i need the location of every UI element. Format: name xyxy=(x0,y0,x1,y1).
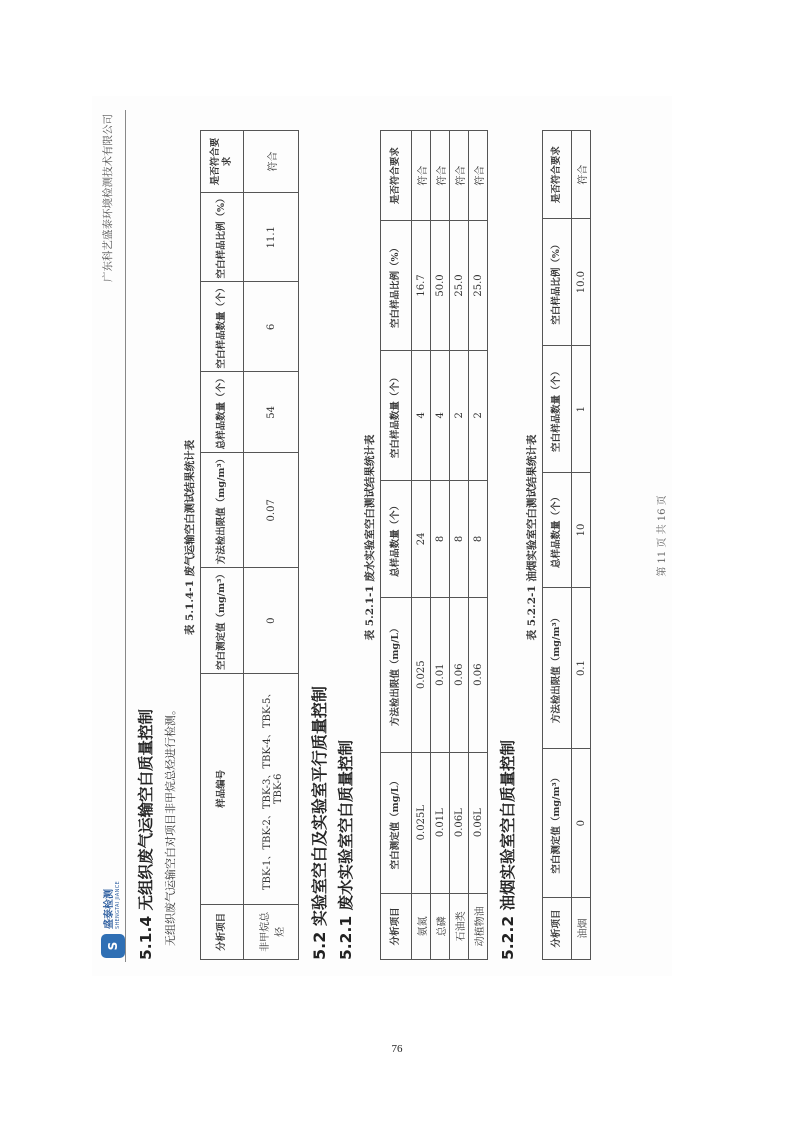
table-cell: 0.06L xyxy=(450,752,469,893)
table-cell: 25.0 xyxy=(450,221,469,351)
table-cell: 10 xyxy=(572,473,591,587)
table-cell: 0.06L xyxy=(469,752,488,893)
table-cell: 25.0 xyxy=(469,221,488,351)
table-wastewater-blank xyxy=(380,130,488,960)
table-cell: 2 xyxy=(450,350,469,480)
column-header: 总样品数量（个） xyxy=(201,372,244,453)
column-header: 样品编号 xyxy=(201,674,244,905)
scanned-page xyxy=(92,96,672,976)
column-header: 分析项目 xyxy=(543,898,572,960)
column-header: 空白样品比例（%） xyxy=(201,192,244,282)
table-row xyxy=(412,131,431,960)
company-name: 广东科艺盛泰环境检测技术有限公司 xyxy=(102,114,114,282)
section-5-1-4-text: 无组织废气运输空白对项目非甲烷总烃进行检测。 xyxy=(164,704,177,946)
table-cell: 动植物油 xyxy=(469,893,488,959)
table-row xyxy=(450,131,469,960)
table-cell: 符合 xyxy=(412,131,431,221)
table1-header-row xyxy=(201,131,244,960)
table-cell: TBK-1、TBK-2、TBK-3、TBK-4、TBK-5、TBK-6 xyxy=(244,674,299,905)
table3-body xyxy=(572,131,591,960)
column-header: 是否符合要求 xyxy=(543,131,572,219)
page-footer: 第 11 页 共 16 页 xyxy=(657,495,668,577)
logo-en: SHENGTAI JIANCE xyxy=(114,881,121,929)
table-cell: 符合 xyxy=(450,131,469,221)
column-header: 空白样品比例（%） xyxy=(543,219,572,346)
page-number: 76 xyxy=(391,1043,403,1055)
logo-cn: 盛泰检测 xyxy=(104,889,116,929)
table-cell: 4 xyxy=(431,350,450,480)
table-cell: 符合 xyxy=(244,131,299,193)
column-header: 分析项目 xyxy=(381,893,412,959)
table-row xyxy=(244,131,299,960)
column-header: 分析项目 xyxy=(201,904,244,959)
table-row xyxy=(469,131,488,960)
table-cell: 符合 xyxy=(469,131,488,221)
table-cell: 油烟 xyxy=(572,898,591,960)
column-header: 总样品数量（个） xyxy=(543,473,572,587)
table-cell: 1 xyxy=(572,345,591,472)
logo-text xyxy=(105,881,121,929)
table2-header-row xyxy=(381,131,412,960)
section-5-2-1-title: 5.2.1 废水实验室空白质量控制 xyxy=(337,739,355,960)
table-cell: 石油类 xyxy=(450,893,469,959)
table-cell: 0.1 xyxy=(572,587,591,749)
table-cell: 8 xyxy=(431,480,450,597)
logo-mark-icon: S xyxy=(101,934,125,958)
table-cell: 50.0 xyxy=(431,221,450,351)
table-cell: 0.01 xyxy=(431,597,450,752)
table-transport-blank xyxy=(200,130,299,960)
table-cell: 54 xyxy=(244,372,299,453)
column-header: 空白测定值（mg/m³） xyxy=(543,749,572,898)
column-header: 空白样品比例（%） xyxy=(381,221,412,351)
column-header: 总样品数量（个） xyxy=(381,480,412,597)
section-5-1-4-title: 5.1.4 无组织废气运输空白质量控制 xyxy=(137,708,155,960)
table-cell: 24 xyxy=(412,480,431,597)
table1-body xyxy=(244,131,299,960)
section-5-2-2-title: 5.2.2 油烟实验室空白质量控制 xyxy=(499,739,517,960)
table-cell: 0.01L xyxy=(431,752,450,893)
table3-caption: 表 5.2.2-1 油烟实验室空白测试结果统计表 xyxy=(526,434,538,641)
column-header: 空白样品数量（个） xyxy=(543,345,572,472)
table-cell: 16.7 xyxy=(412,221,431,351)
table-cell: 0.025 xyxy=(412,597,431,752)
table-cell: 0 xyxy=(244,568,299,674)
column-header: 是否符合要求 xyxy=(381,131,412,221)
table-cell: 6 xyxy=(244,282,299,372)
table-cell: 符合 xyxy=(431,131,450,221)
table-cell: 8 xyxy=(450,480,469,597)
table-cell: 符合 xyxy=(572,131,591,219)
table1-caption: 表 5.1.4-1 废气运输空白测试结果统计表 xyxy=(184,439,196,636)
column-header: 是否符合要求 xyxy=(201,131,244,193)
table-oil-fume-blank xyxy=(542,130,591,960)
column-header: 空白测定值（mg/L） xyxy=(381,752,412,893)
table-cell: 8 xyxy=(469,480,488,597)
column-header: 方法检出限值（mg/m³） xyxy=(543,587,572,749)
table-cell: 11.1 xyxy=(244,192,299,282)
column-header: 空白测定值（mg/m³） xyxy=(201,568,244,674)
column-header: 空白样品数量（个） xyxy=(381,350,412,480)
table-cell: 0.025L xyxy=(412,752,431,893)
page-body xyxy=(132,115,591,960)
table2-body xyxy=(412,131,488,960)
table2-caption: 表 5.2.1-1 废水实验室空白测试结果统计表 xyxy=(364,434,376,641)
table3-header-row xyxy=(543,131,572,960)
table-cell: 总磷 xyxy=(431,893,450,959)
column-header: 空白样品数量（个） xyxy=(201,282,244,372)
table-cell: 氨氮 xyxy=(412,893,431,959)
table-cell: 非甲烷总烃 xyxy=(244,904,299,959)
table-row xyxy=(431,131,450,960)
table-cell: 2 xyxy=(469,350,488,480)
rotated-page-content xyxy=(92,96,672,976)
table-row xyxy=(572,131,591,960)
column-header: 方法检出限值（mg/m³） xyxy=(201,453,244,568)
company-logo xyxy=(101,881,125,958)
table-cell: 0.06 xyxy=(450,597,469,752)
table-cell: 10.0 xyxy=(572,219,591,346)
table-cell: 0.07 xyxy=(244,453,299,568)
table-cell: 4 xyxy=(412,350,431,480)
table-cell: 0 xyxy=(572,749,591,898)
table-cell: 0.06 xyxy=(469,597,488,752)
section-5-2-title: 5.2 实验室空白及实验室平行质量控制 xyxy=(310,686,329,960)
column-header: 方法检出限值（mg/L） xyxy=(381,597,412,752)
header-divider xyxy=(125,110,126,962)
